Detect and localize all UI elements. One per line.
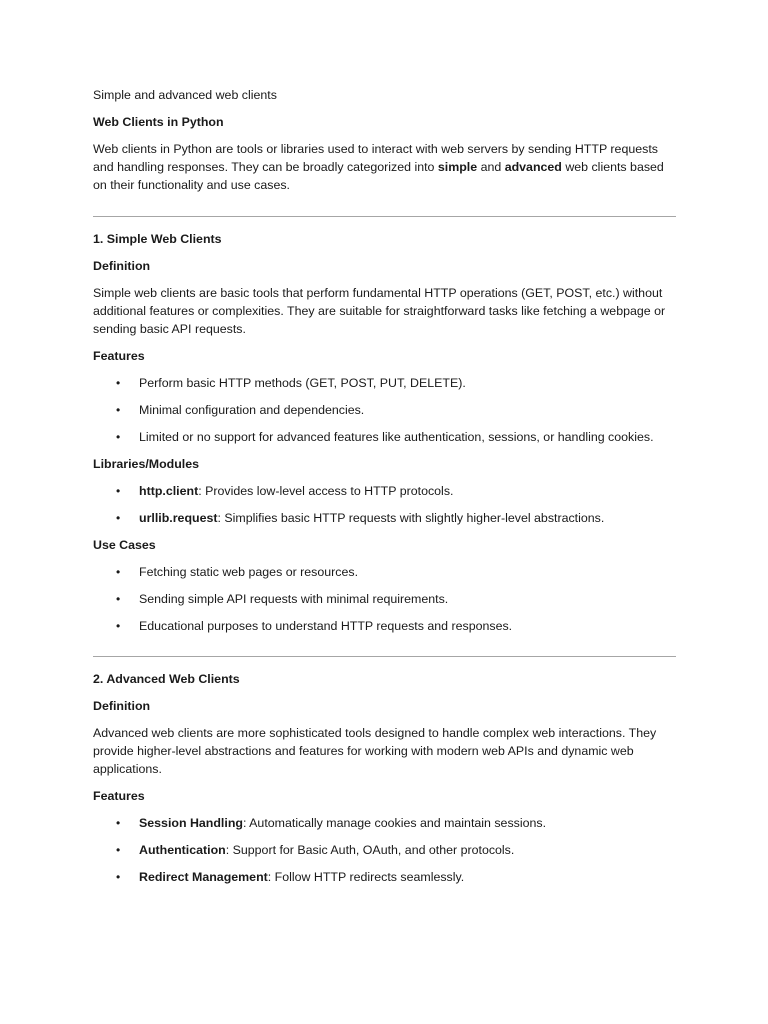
simple-libraries-list xyxy=(93,482,676,527)
bullet-icon: • xyxy=(116,403,121,417)
bullet-icon: • xyxy=(116,870,121,884)
list-item: • Fetching static web pages or resources. xyxy=(116,565,359,579)
advanced-features-list xyxy=(93,814,676,886)
advanced-features-heading: Features xyxy=(93,789,145,803)
intro-bold-simple: simple xyxy=(437,160,478,174)
advanced-section-heading: 2. Advanced Web Clients xyxy=(93,672,240,686)
bullet-icon: • xyxy=(116,511,121,525)
library-name: http.client xyxy=(139,484,199,498)
library-desc: : Provides low-level access to HTTP protocols. xyxy=(198,484,454,498)
bullet-icon: • xyxy=(116,565,121,579)
simple-definition-heading: Definition xyxy=(93,259,151,273)
section-divider xyxy=(93,656,676,657)
list-item: • Educational purposes to understand HTTP requests and responses. xyxy=(116,619,513,633)
feature-desc: : Follow HTTP redirects seamlessly. xyxy=(267,870,465,884)
section-divider xyxy=(93,216,676,217)
list-item: • Sending simple API requests with minimal requirements. xyxy=(116,592,449,606)
bullet-icon: • xyxy=(116,592,121,606)
bullet-icon: • xyxy=(116,843,121,857)
feature-name: Authentication xyxy=(139,843,226,857)
intro-bold-advanced: advanced xyxy=(504,160,562,174)
intro-heading: Web Clients in Python xyxy=(93,115,224,129)
simple-definition-text: Simple web clients are basic tools that perform fundamental HTTP operations (GET, POST, etc.) without additional features or complexities. They are suitable for straightforward tasks like fetching a webpage or sending basic API requests. xyxy=(93,286,666,336)
simple-features-list xyxy=(93,374,676,446)
bullet-icon: • xyxy=(116,816,121,830)
simple-usecases-heading: Use Cases xyxy=(93,538,156,552)
feature-name: Session Handling xyxy=(139,816,243,830)
simple-features-heading: Features xyxy=(93,349,145,363)
simple-libraries-heading: Libraries/Modules xyxy=(93,457,200,471)
feature-desc: : Support for Basic Auth, OAuth, and other protocols. xyxy=(225,843,515,857)
list-item xyxy=(93,814,676,832)
bullet-icon: • xyxy=(116,484,121,498)
list-item: • Perform basic HTTP methods (GET, POST, PUT, DELETE). xyxy=(116,376,466,390)
library-name: urllib.request xyxy=(139,511,218,525)
feature-desc: : Automatically manage cookies and maintain sessions. xyxy=(242,816,547,830)
list-item: • Minimal configuration and dependencies. xyxy=(116,403,365,417)
intro-paragraph xyxy=(93,140,676,194)
feature-name: Redirect Management xyxy=(139,870,268,884)
document-body xyxy=(93,86,676,895)
intro-text-before: Web clients in Python are tools or libraries used to interact with web servers by sending HTTP requests and handling responses. They can be broadly categorized into xyxy=(93,142,658,174)
library-desc: : Simplifies basic HTTP requests with slightly higher-level abstractions. xyxy=(217,511,605,525)
list-item: • Limited or no support for advanced features like authentication, sessions, or handling cookies. xyxy=(116,430,654,444)
bullet-icon: • xyxy=(116,376,121,390)
intro-text-mid: and xyxy=(477,160,505,174)
list-item xyxy=(93,509,676,527)
bullet-icon: • xyxy=(116,430,121,444)
list-item xyxy=(93,482,676,500)
list-item xyxy=(93,841,676,859)
intro-text-after: web clients based on their functionality and use cases. xyxy=(93,160,664,192)
advanced-definition-text: Advanced web clients are more sophisticated tools designed to handle complex web interactions. They provide higher-level abstractions and features for working with modern web APIs and dynamic web applications. xyxy=(93,726,657,776)
simple-usecases-list xyxy=(93,563,676,635)
document-title: Simple and advanced web clients xyxy=(93,88,277,102)
list-item xyxy=(93,868,676,886)
bullet-icon: • xyxy=(116,619,121,633)
advanced-definition-heading: Definition xyxy=(93,699,151,713)
simple-section-heading: 1. Simple Web Clients xyxy=(93,232,222,246)
